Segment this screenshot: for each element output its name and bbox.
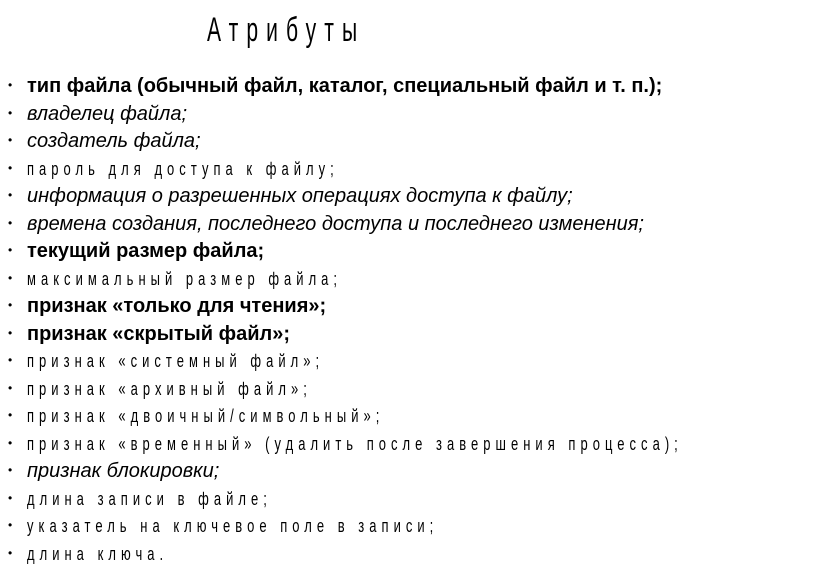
bullet-icon: •	[8, 463, 13, 477]
bullet-icon: •	[8, 545, 13, 560]
bullet-icon: •	[8, 160, 13, 175]
bullet-icon: •	[8, 325, 13, 340]
list-item-text: владелец файла;	[27, 102, 187, 125]
bullet-icon: •	[8, 270, 13, 285]
attribute-list	[0, 73, 816, 568]
list-item-text: признак «скрытый файл»;	[27, 322, 290, 345]
list-item-text: тип файла (обычный файл, каталог, специальный файл и т. п.);	[27, 75, 663, 97]
bullet-icon: •	[8, 408, 13, 422]
list-item-text: признак «системный файл»;	[27, 351, 325, 371]
bullet-icon: •	[8, 215, 13, 230]
list-item	[0, 293, 816, 321]
list-item	[0, 101, 816, 129]
bullet-icon: •	[8, 243, 13, 257]
bullet-icon: •	[8, 353, 13, 367]
bullet-icon: •	[8, 490, 13, 505]
bullet-icon: •	[8, 188, 13, 202]
list-item	[0, 183, 816, 211]
list-item-text: длина записи в файле;	[27, 488, 272, 509]
bullet-icon: •	[8, 380, 13, 395]
list-item	[0, 156, 816, 184]
page-title: Атрибуты	[207, 11, 366, 49]
list-item	[0, 376, 816, 404]
list-item-text: признак «только для чтения»;	[27, 295, 327, 317]
list-item-text: информация о разрешенных операциях доступа к файлу;	[27, 185, 573, 207]
bullet-icon: •	[8, 105, 13, 120]
list-item	[0, 238, 816, 266]
list-item	[0, 348, 816, 376]
list-item	[0, 431, 816, 459]
list-item	[0, 128, 816, 156]
list-item	[0, 211, 816, 239]
list-item	[0, 513, 816, 541]
list-item	[0, 458, 816, 486]
list-item	[0, 403, 816, 431]
list-item	[0, 541, 816, 569]
list-item-text: указатель на ключевое поле в записи;	[27, 516, 439, 536]
list-item-text: максимальный размер файла;	[27, 268, 343, 289]
list-item	[0, 73, 816, 101]
list-item	[0, 486, 816, 514]
list-item-text: признак «временный» (удалить после завершения процесса);	[27, 433, 683, 454]
list-item-text: времена создания, последнего доступа и последнего изменения;	[27, 212, 644, 235]
bullet-icon: •	[8, 518, 13, 532]
bullet-icon: •	[8, 78, 13, 92]
bullet-icon: •	[8, 298, 13, 312]
list-item-text: пароль для доступа к файлу;	[27, 158, 339, 179]
list-item-text: создатель файла;	[27, 130, 201, 152]
bullet-icon: •	[8, 435, 13, 450]
bullet-icon: •	[8, 133, 13, 147]
list-item	[0, 266, 816, 294]
list-item-text: признак блокировки;	[27, 460, 220, 482]
list-item-text: длина ключа.	[27, 543, 169, 564]
list-item	[0, 321, 816, 349]
list-item-text: признак «двоичный/символьный»;	[27, 406, 385, 426]
list-item-text: текущий размер файла;	[27, 240, 265, 262]
list-item-text: признак «архивный файл»;	[27, 378, 312, 399]
